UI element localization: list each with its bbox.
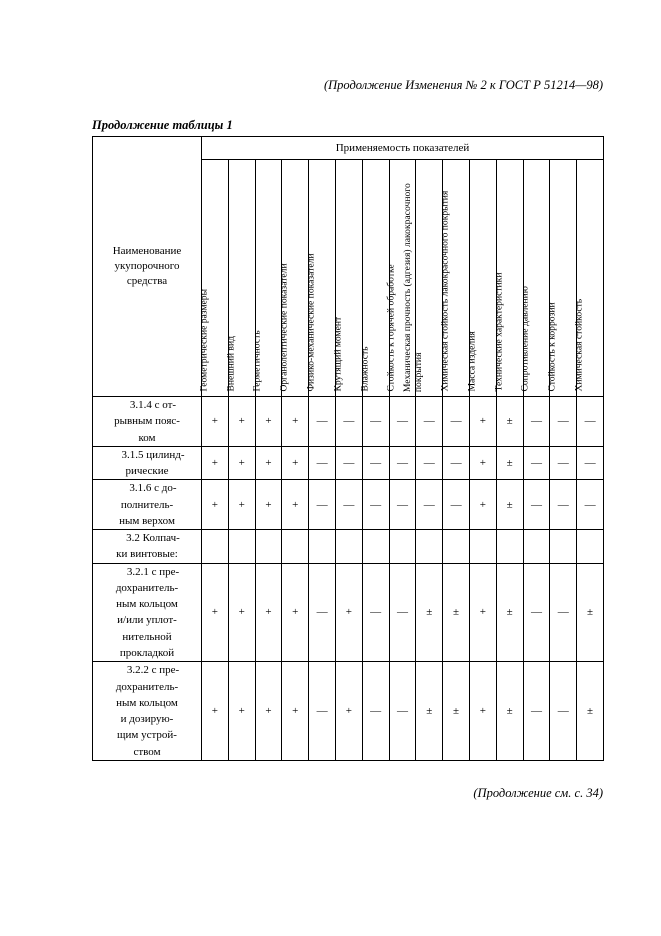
cell-5-4-value: — [316,705,328,718]
cell-4-8 [416,563,443,662]
cell-0-9-value: — [450,415,462,428]
cell-5-6-value: — [370,705,382,718]
cell-5-3 [282,662,309,761]
row-label-0-line-2: ком [138,431,156,444]
cell-3-6 [362,530,389,564]
row-label-0 [93,397,202,447]
row-label-5 [93,662,202,761]
cell-0-7 [389,397,416,447]
cell-1-10 [469,446,496,480]
row-label-4-line-4: нительной [122,630,172,643]
cell-4-9 [443,563,470,662]
column-header-7-label: Стойкость к горячей обработке [385,264,397,392]
cell-1-6-value: — [370,457,382,470]
cell-5-12-value: — [530,705,542,718]
cell-1-8 [416,446,443,480]
cell-3-10 [469,530,496,564]
cell-1-4-value: — [316,457,328,470]
row-label-2 [93,480,202,530]
row-label-4-line-1: дохранитель- [115,581,179,594]
cell-2-11-value: ± [506,498,513,511]
row-label-1 [93,446,202,480]
table-header-row-group [93,137,604,160]
cell-5-9-value: ± [453,705,460,718]
cell-4-13 [550,563,577,662]
column-header-name: Наименование укупорочного средства [93,137,202,397]
cell-1-4 [309,446,336,480]
row-label-5-line-4: щим устрой- [117,729,177,742]
cell-3-9 [443,530,470,564]
cell-4-14 [577,563,604,662]
cell-4-10 [469,563,496,662]
cell-5-5 [335,662,362,761]
cell-1-10-value: + [479,457,486,470]
cell-0-0 [202,397,229,447]
cell-4-9-value: ± [453,606,460,619]
header-note: (Продолжение Изменения № 2 к ГОСТ Р 51214—98) [323,78,603,92]
cell-3-13 [550,530,577,564]
cell-3-0 [202,530,229,564]
cell-4-10-value: + [479,606,486,619]
cell-4-0-value: + [211,606,218,619]
cell-3-2 [255,530,282,564]
row-label-3-line-0: 3.2 Колпач- [126,532,180,545]
cell-5-13-value: — [557,705,569,718]
cell-5-2 [255,662,282,761]
row-label-4-line-3: и/или уплот- [117,614,177,627]
column-header-4 [305,160,336,397]
cell-0-5-value: — [343,415,355,428]
footer-note: (Продолжение см. с. 34) [473,786,603,800]
table-row [93,662,604,761]
column-header-0 [198,160,229,397]
cell-2-7 [389,480,416,530]
cell-2-0 [202,480,229,530]
cell-3-8 [416,530,443,564]
cell-2-2-value: + [265,498,272,511]
row-label-4-line-5: прокладкой [119,646,175,659]
cell-4-7 [389,563,416,662]
cell-1-9-value: — [450,457,462,470]
row-label-3 [93,530,202,564]
cell-4-5-value: + [345,606,352,619]
cell-5-5-value: + [345,705,352,718]
cell-5-14 [577,662,604,761]
cell-1-1 [228,446,255,480]
cell-5-10-value: + [479,705,486,718]
cell-5-10 [469,662,496,761]
cell-2-6-value: — [370,498,382,511]
column-group-header: Применяемость показателей [202,137,604,160]
cell-0-2-value: + [265,415,272,428]
cell-3-5 [335,530,362,564]
table-row [93,530,604,564]
cell-1-2-value: + [265,457,272,470]
cell-2-12 [523,480,550,530]
cell-5-11-value: ± [506,705,513,718]
row-label-5-line-1: дохранитель- [115,680,179,693]
cell-1-7 [389,446,416,480]
cell-2-11 [496,480,523,530]
cell-5-1-value: + [238,705,245,718]
cell-3-14 [577,530,604,564]
cell-5-4 [309,662,336,761]
cell-4-8-value: ± [426,606,433,619]
cell-1-12-value: — [530,457,542,470]
cell-2-1-value: + [238,498,245,511]
cell-2-6 [362,480,389,530]
row-label-5-line-0: 3.2.2 с пре- [126,664,180,677]
cell-2-7-value: — [396,498,408,511]
cell-1-7-value: — [396,457,408,470]
cell-2-13-value: — [557,498,569,511]
cell-0-6-value: — [370,415,382,428]
row-label-0-line-1: рывным пояс- [114,415,180,428]
cell-4-5 [335,563,362,662]
cell-2-4-value: — [316,498,328,511]
column-header-9-label: Химическая стойкость лакокрасочного покрытия [439,191,451,392]
cell-1-8-value: — [423,457,435,470]
cell-0-3 [282,397,309,447]
applicability-table [92,136,604,761]
cell-2-2 [255,480,282,530]
row-label-5-line-5: ством [133,745,161,758]
cell-5-0 [202,662,229,761]
cell-0-14-value: — [584,415,596,428]
table-row [93,480,604,530]
column-header-14-label: Химическая стойкость [573,299,585,392]
cell-4-14-value: ± [587,606,594,619]
cell-3-7 [389,530,416,564]
cell-4-11-value: ± [506,606,513,619]
cell-0-6 [362,397,389,447]
column-header-12-label: Сопротивление давлению [519,286,531,392]
cell-5-2-value: + [265,705,272,718]
cell-2-9 [443,480,470,530]
column-header-6-label: Влажность [359,346,371,392]
cell-0-2 [255,397,282,447]
cell-0-4-value: — [316,415,328,428]
cell-1-13-value: — [557,457,569,470]
cell-2-5-value: — [343,498,355,511]
cell-4-6-value: — [370,606,382,619]
cell-1-13 [550,446,577,480]
cell-1-2 [255,446,282,480]
cell-1-14-value: — [584,457,596,470]
cell-1-14 [577,446,604,480]
cell-1-5-value: — [343,457,355,470]
cell-4-2 [255,563,282,662]
column-header-4-label: Физико-механические показатели [305,253,317,392]
cell-4-11 [496,563,523,662]
cell-1-0-value: + [211,457,218,470]
cell-5-1 [228,662,255,761]
cell-0-7-value: — [396,415,408,428]
cell-2-8 [416,480,443,530]
cell-5-12 [523,662,550,761]
cell-2-8-value: — [423,498,435,511]
cell-0-9 [443,397,470,447]
column-header-3-label: Органолептические показатели [278,263,290,392]
cell-2-0-value: + [211,498,218,511]
row-label-4 [93,563,202,662]
cell-0-12 [523,397,550,447]
row-label-1-line-1: рические [125,465,169,478]
cell-4-7-value: — [396,606,408,619]
column-header-10 [466,160,496,397]
row-label-2-line-1: полнитель- [120,498,174,511]
cell-4-3-value: + [292,606,299,619]
row-label-3-line-1: ки винтовые: [116,548,178,561]
row-label-2-line-2: ным верхом [119,514,175,527]
row-label-5-line-3: и дозирую- [120,713,174,726]
cell-1-3 [282,446,309,480]
cell-0-8 [416,397,443,447]
column-header-13-label: Стойкость к коррозии [546,302,558,392]
cell-2-3-value: + [292,498,299,511]
cell-0-1-value: + [238,415,245,428]
row-label-0-line-0: 3.1.4 с от- [129,399,177,411]
column-header-9 [439,160,470,397]
cell-1-3-value: + [292,457,299,470]
cell-0-10-value: + [479,415,486,428]
cell-2-12-value: — [530,498,542,511]
column-header-1-label: Внешний вид [225,336,237,392]
column-header-11-label: Технические характеристики [493,272,505,392]
row-label-4-line-0: 3.2.1 с пре- [126,565,180,578]
cell-4-13-value: — [557,606,569,619]
cell-0-11-value: ± [506,415,513,428]
cell-2-9-value: — [450,498,462,511]
row-label-5-line-2: ным кольцом [116,696,178,709]
cell-2-13 [550,480,577,530]
cell-4-3 [282,563,309,662]
cell-1-11 [496,446,523,480]
cell-5-8-value: ± [426,705,433,718]
cell-2-3 [282,480,309,530]
table-row [93,563,604,662]
cell-0-8-value: — [423,415,435,428]
row-label-2-line-0: 3.1.6 с до- [129,482,177,495]
cell-0-14 [577,397,604,447]
cell-0-3-value: + [292,415,299,428]
cell-3-3 [282,530,309,564]
cell-5-7 [389,662,416,761]
cell-2-4 [309,480,336,530]
column-header-8-label: Механическая прочность (адгезия) лакокрасочного покрытия [402,183,424,392]
cell-3-1 [228,530,255,564]
cell-4-0 [202,563,229,662]
cell-0-0-value: + [211,415,218,428]
cell-1-12 [523,446,550,480]
column-header-10-label: Масса изделия [466,331,478,392]
cell-1-6 [362,446,389,480]
row-label-1-line-0: 3.1.5 цилинд- [121,448,185,461]
cell-5-7-value: — [396,705,408,718]
column-header-0-label: Геометрические размеры [198,289,210,392]
cell-5-13 [550,662,577,761]
cell-4-12 [523,563,550,662]
cell-0-5 [335,397,362,447]
cell-5-3-value: + [292,705,299,718]
cell-0-4 [309,397,336,447]
column-header-2-label: Герметичность [251,330,263,392]
cell-2-1 [228,480,255,530]
cell-4-4-value: — [316,606,328,619]
cell-2-14 [577,480,604,530]
cell-1-9 [443,446,470,480]
cell-4-6 [362,563,389,662]
cell-1-0 [202,446,229,480]
cell-5-9 [443,662,470,761]
cell-0-13 [550,397,577,447]
column-header-5-label: Крутящий момент [332,317,344,392]
column-header-14 [573,160,604,397]
cell-0-1 [228,397,255,447]
cell-1-11-value: ± [506,457,513,470]
table-continuation-title: Продолжение таблицы 1 [92,118,233,132]
cell-4-1-value: + [238,606,245,619]
cell-2-14-value: — [584,498,596,511]
cell-2-10-value: + [479,498,486,511]
cell-5-11 [496,662,523,761]
cell-0-12-value: — [530,415,542,428]
cell-4-4 [309,563,336,662]
cell-5-6 [362,662,389,761]
cell-0-11 [496,397,523,447]
cell-5-14-value: ± [587,705,594,718]
column-header-5 [332,160,362,397]
cell-4-12-value: — [530,606,542,619]
table-row [93,397,604,447]
cell-4-2-value: + [265,606,272,619]
cell-5-0-value: + [211,705,218,718]
cell-2-5 [335,480,362,530]
cell-3-11 [496,530,523,564]
cell-4-1 [228,563,255,662]
cell-1-1-value: + [238,457,245,470]
cell-2-10 [469,480,496,530]
row-label-4-line-2: ным кольцом [116,598,178,611]
table-row [93,446,604,480]
cell-0-10 [469,397,496,447]
cell-3-12 [523,530,550,564]
cell-0-13-value: — [557,415,569,428]
cell-1-5 [335,446,362,480]
cell-3-4 [309,530,336,564]
cell-5-8 [416,662,443,761]
